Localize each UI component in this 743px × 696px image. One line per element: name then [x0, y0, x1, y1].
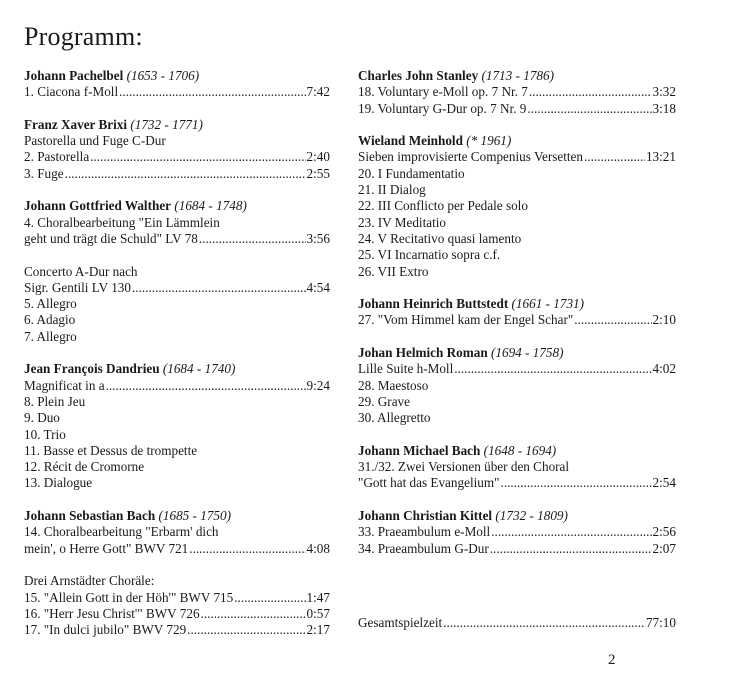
dot-leader	[574, 312, 651, 328]
composer-name: Johann Sebastian Bach	[24, 508, 156, 524]
entry-duration: 7:42	[306, 84, 330, 100]
composer-heading	[358, 296, 676, 312]
blank-line	[24, 247, 330, 263]
composer-heading	[358, 133, 676, 149]
program-text: 21. II Dialog	[358, 182, 426, 198]
composer-dates: (1661 - 1731)	[511, 296, 585, 312]
composer-dates: (* 1961)	[466, 133, 512, 149]
composer-dates: (1685 - 1750)	[158, 508, 232, 524]
entry-title: 16. "Herr Jesu Christ'" BWV 726	[24, 605, 200, 621]
composer-dates: (1694 - 1758)	[490, 345, 564, 361]
total-duration-line	[358, 615, 676, 631]
program-entry	[358, 84, 676, 100]
entry-title: 17. "In dulci jubilo" BWV 729	[24, 622, 187, 638]
program-text: Concerto A-Dur nach	[24, 263, 138, 279]
program-text: Drei Arnstädter Choräle:	[24, 573, 155, 589]
program-text: 22. III Conflicto per Pedale solo	[358, 198, 528, 214]
program-text: 20. I Fundamentatio	[358, 165, 465, 181]
dot-leader	[119, 84, 305, 100]
dot-leader	[65, 166, 306, 182]
entry-duration: 2:17	[306, 622, 330, 638]
program-entry	[358, 475, 676, 491]
dot-leader	[527, 101, 651, 117]
page-number: 2	[608, 652, 616, 668]
program-entry	[358, 361, 676, 377]
composer-dates: (1684 - 1740)	[162, 361, 236, 377]
composer-name: Wieland Meinhold	[358, 133, 463, 149]
program-entry	[24, 280, 330, 296]
entry-title: Sieben improvisierte Compenius Versetten	[358, 149, 584, 165]
composer-heading	[24, 117, 330, 133]
entry-title: Sigr. Gentili LV 130	[24, 279, 131, 295]
dot-leader	[490, 541, 652, 557]
composer-name: Charles John Stanley	[358, 68, 479, 83]
entry-duration: 0:57	[306, 605, 330, 621]
composer-heading	[358, 68, 676, 84]
dot-leader	[454, 361, 651, 377]
entry-duration: 3:32	[652, 84, 676, 100]
entry-title: Lille Suite h-Moll	[358, 361, 454, 377]
composer-dates: (1732 - 1771)	[130, 116, 203, 132]
entry-duration: 4:08	[306, 540, 330, 556]
entry-duration: 2:10	[652, 312, 676, 328]
program-entry	[358, 149, 676, 165]
program-text: 7. Allegro	[24, 328, 77, 344]
composer-heading	[358, 508, 676, 524]
entry-duration: 2:07	[652, 540, 676, 556]
dot-leader	[234, 590, 305, 606]
entry-duration: 9:24	[306, 377, 330, 393]
program-entry	[358, 524, 676, 540]
program-text: 8. Plein Jeu	[24, 393, 86, 409]
composer-block	[358, 345, 676, 426]
entry-title: geht und trägt die Schuld" LV 78	[24, 230, 198, 246]
composer-dates: (1653 - 1706)	[126, 68, 200, 83]
total-duration: 77:10	[645, 615, 676, 630]
composer-heading	[358, 443, 676, 459]
entry-duration: 4:54	[306, 279, 330, 295]
composer-block	[358, 68, 676, 117]
dot-leader	[106, 378, 306, 394]
program-entry	[24, 622, 330, 638]
entry-duration: 2:56	[652, 524, 676, 540]
composer-dates: (1684 - 1748)	[174, 198, 247, 214]
entry-title: 2. Pastorella	[24, 149, 90, 165]
program-entry	[24, 149, 330, 165]
program-entry	[358, 101, 676, 117]
entry-title: 18. Voluntary e-Moll op. 7 Nr. 7	[358, 84, 528, 100]
program-text: 13. Dialogue	[24, 475, 93, 491]
dot-leader	[132, 280, 306, 296]
entry-title: 33. Praeambulum e-Moll	[358, 524, 491, 540]
program-text: 25. VI Incarnatio sopra c.f.	[358, 247, 501, 263]
dot-leader	[201, 606, 306, 622]
composer-block	[24, 117, 330, 182]
program-entry	[358, 541, 676, 557]
composer-block	[358, 443, 676, 492]
program-text: 28. Maestoso	[358, 377, 429, 393]
composer-block	[358, 508, 676, 557]
entry-duration: 2:55	[306, 165, 330, 181]
dot-leader	[584, 149, 645, 165]
composer-heading	[24, 361, 330, 377]
blank-line	[24, 557, 330, 573]
composer-dates: (1732 - 1809)	[495, 508, 568, 524]
entry-title: mein', o Herre Gott" BWV 721	[24, 540, 189, 556]
entry-duration: 4:02	[652, 361, 676, 377]
dot-leader	[443, 615, 645, 631]
program-column-right	[358, 68, 676, 573]
composer-block	[358, 133, 676, 280]
dot-leader	[90, 149, 305, 165]
composer-dates: (1648 - 1694)	[483, 442, 557, 458]
composer-block	[24, 361, 330, 491]
program-text: 23. IV Meditatio	[358, 214, 447, 230]
program-text: 6. Adagio	[24, 312, 76, 328]
entry-duration: 3:56	[306, 230, 330, 246]
program-text: 11. Basse et Dessus de trompette	[24, 442, 198, 458]
dot-leader	[529, 84, 652, 100]
program-entry	[24, 231, 330, 247]
entry-title: 15. "Allein Gott in der Höh'" BWV 715	[24, 589, 234, 605]
program-text: 10. Trio	[24, 426, 66, 442]
dot-leader	[501, 475, 652, 491]
program-entry	[24, 378, 330, 394]
program-entry	[24, 166, 330, 182]
program-text: 12. Récit de Cromorne	[24, 459, 145, 475]
entry-duration: 13:21	[645, 149, 676, 165]
entry-title: 27. "Vom Himmel kam der Engel Schar"	[358, 312, 574, 328]
entry-duration: 3:18	[652, 100, 676, 116]
dot-leader	[189, 541, 305, 557]
composer-name: Jean François Dandrieu	[24, 361, 160, 377]
entry-duration: 2:54	[652, 475, 676, 491]
entry-title: 3. Fuge	[24, 165, 64, 181]
composer-name: Johann Michael Bach	[358, 442, 481, 458]
composer-name: Johann Heinrich Buttstedt	[358, 296, 509, 312]
entry-title: 34. Praeambulum G-Dur	[358, 540, 489, 556]
page-title: Programm:	[24, 22, 143, 51]
dot-leader	[491, 524, 651, 540]
entry-title: Magnificat in a	[24, 377, 105, 393]
entry-duration: 2:40	[306, 149, 330, 165]
composer-block	[358, 296, 676, 329]
total-label: Gesamtspielzeit	[358, 615, 443, 630]
program-text: 29. Grave	[358, 393, 410, 409]
program-entry	[24, 606, 330, 622]
program-entry	[24, 84, 330, 100]
composer-name: Johann Pachelbel	[24, 68, 124, 83]
program-text: 30. Allegretto	[358, 410, 431, 426]
program-entry	[24, 541, 330, 557]
composer-name: Johan Helmich Roman	[358, 345, 488, 361]
composer-heading	[358, 345, 676, 361]
dot-leader	[187, 622, 305, 638]
entry-title: 19. Voluntary G-Dur op. 7 Nr. 9	[358, 100, 527, 116]
composer-block	[24, 508, 330, 638]
entry-duration: 1:47	[306, 589, 330, 605]
program-column-left	[24, 68, 330, 655]
program-entry	[358, 312, 676, 328]
composer-dates: (1713 - 1786)	[481, 68, 554, 83]
composer-name: Johann Gottfried Walther	[24, 198, 172, 214]
composer-heading	[24, 68, 330, 84]
program-entry	[24, 590, 330, 606]
program-text: 31./32. Zwei Versionen über den Choral	[358, 459, 570, 475]
program-text: 26. VII Extro	[358, 263, 429, 279]
program-text: 14. Choralbearbeitung "Erbarm' dich	[24, 524, 219, 540]
entry-title: 1. Ciacona f-Moll	[24, 84, 119, 100]
program-text: 5. Allegro	[24, 296, 77, 312]
composer-heading	[24, 198, 330, 214]
composer-block	[24, 68, 330, 101]
dot-leader	[199, 231, 306, 247]
composer-heading	[24, 508, 330, 524]
program-text: 9. Duo	[24, 410, 60, 426]
program-text: 24. V Recitativo quasi lamento	[358, 230, 522, 246]
program-text: 4. Choralbearbeitung "Ein Lämmlein	[24, 214, 220, 230]
composer-block	[24, 198, 330, 345]
composer-name: Johann Christian Kittel	[358, 508, 493, 524]
entry-title: "Gott hat das Evangelium"	[358, 475, 500, 491]
composer-name: Franz Xaver Brixi	[24, 116, 128, 132]
program-text: Pastorella und Fuge C-Dur	[24, 133, 166, 149]
